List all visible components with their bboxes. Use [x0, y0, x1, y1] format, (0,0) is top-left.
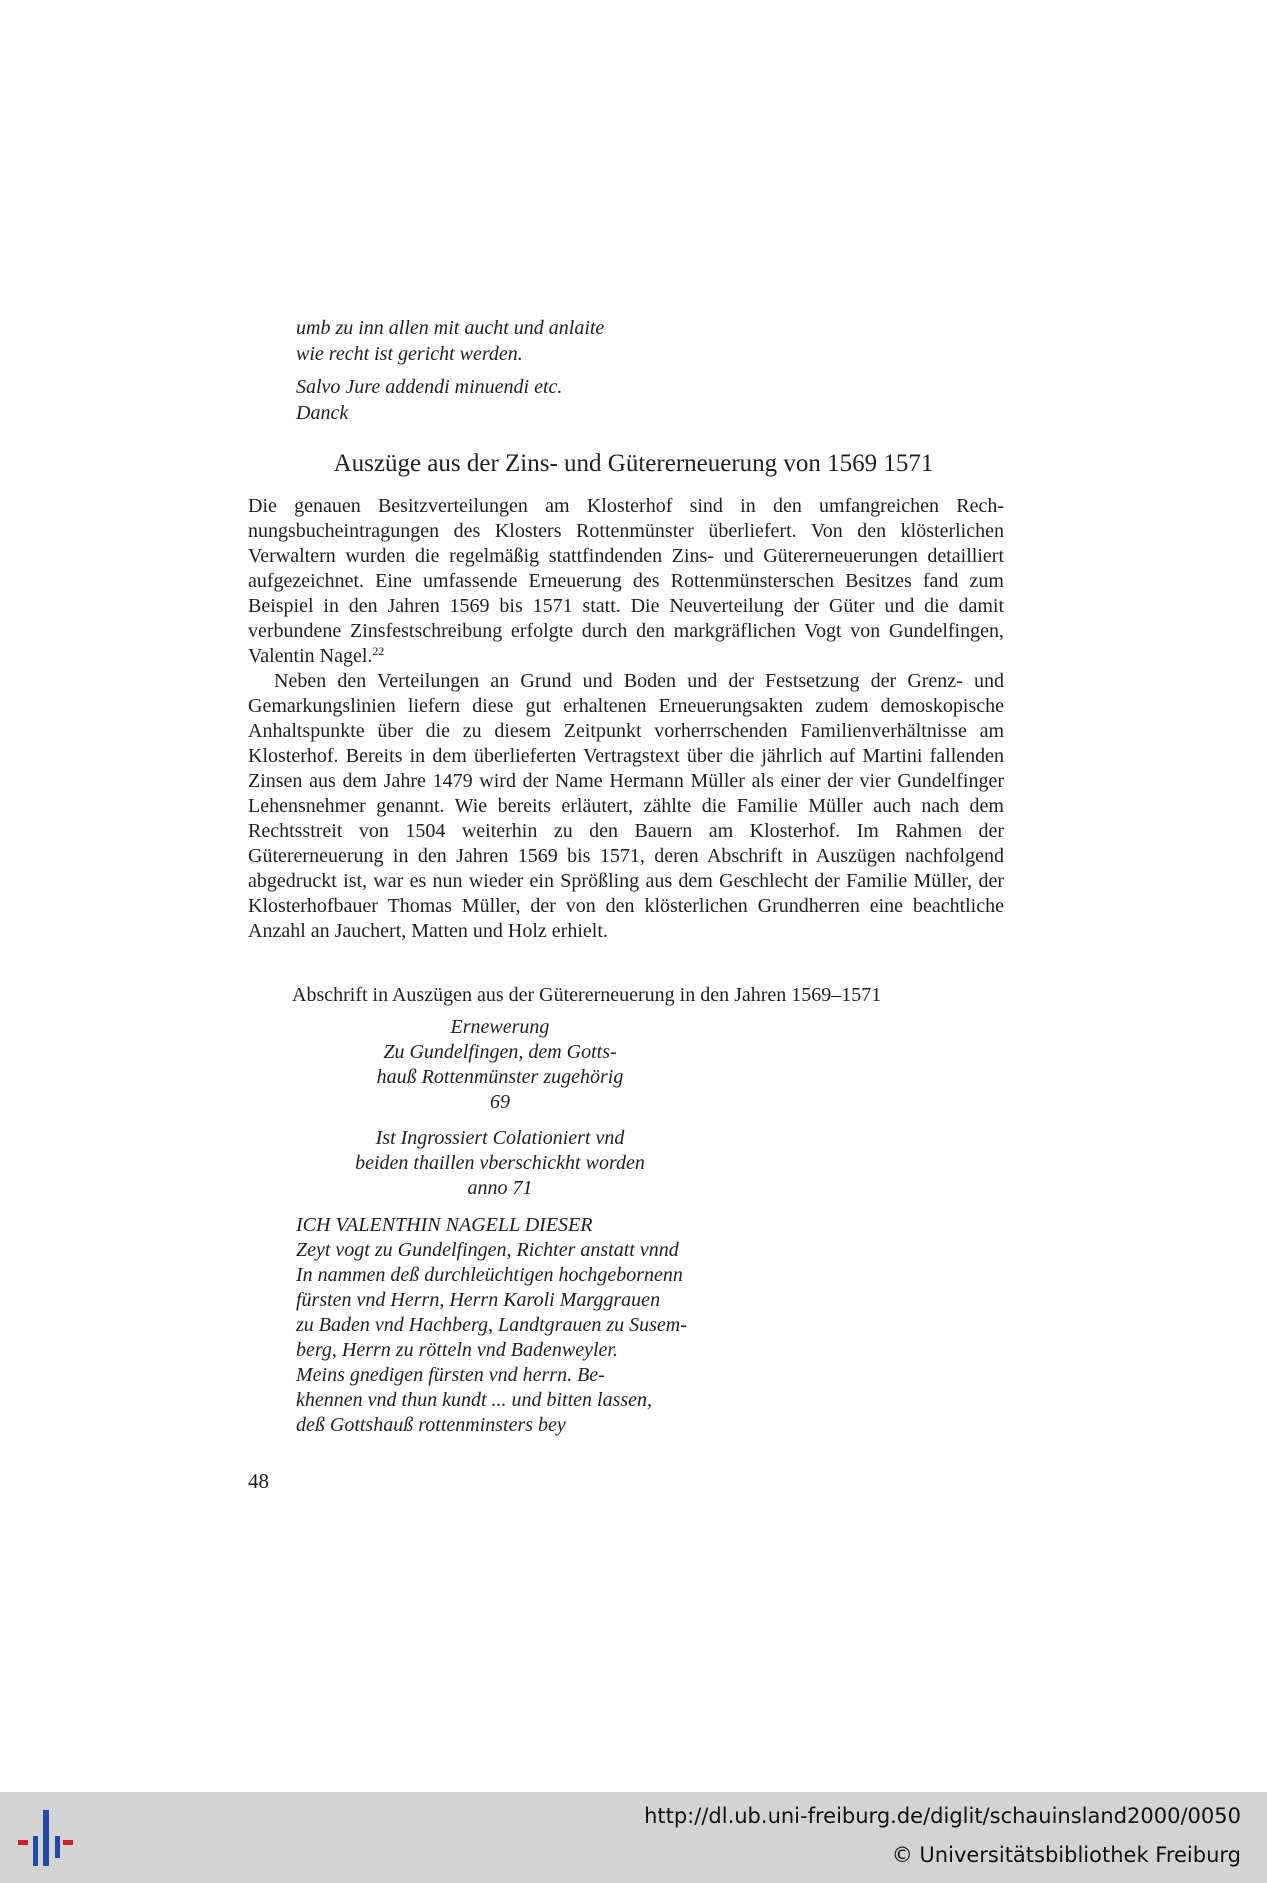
paragraph-1-text: Die genauen Besitzverteilungen am Klosterhof sind in den umfangreichen Rechnungsbucheintragungen des Klosters Rottenmünster überliefert. Von den klösterlichen Verwaltern wurden die regelmäßig stattfindenden Zins- und Gütererneuerungen detailliert aufgezeichnet. Eine umfassende Erneuerung des Rottenmünsterschen Besitzes fand zum Beispiel in den Jahren 1569 bis 1571 statt. Die Neuverteilung der Güter und die damit verbundene Zinsfestschreibung erfolgte durch den markgräflichen Vogt von Gundelfingen, Valentin Nagel. [248, 495, 1004, 667]
charter-line: Meins gnedigen fürsten vnd herrn. Be- [296, 1364, 605, 1386]
source-url-link[interactable]: http://dl.ub.uni-freiburg.de/diglit/schauinsland2000/0050 [644, 1804, 1241, 1828]
verse-block-2 [296, 374, 562, 426]
footnote-ref: 22 [372, 644, 385, 658]
charter-text [296, 1213, 687, 1438]
charter-line: berg, Herrn zu rötteln vnd Badenweyler. [296, 1339, 618, 1361]
verse-line: Danck [296, 402, 349, 424]
verse-line: umb zu inn allen mit aucht und anlaite [296, 317, 605, 339]
charter-line: fürsten vnd Herrn, Herrn Karoli Marggrauen [296, 1289, 661, 1311]
footer-bar [0, 1792, 1267, 1883]
charter-line: khennen vnd thun kundt ... und bitten lassen, [296, 1389, 653, 1411]
copyright-notice: © Universitätsbibliothek Freiburg [891, 1843, 1241, 1867]
document-title-block [300, 1015, 700, 1115]
note-line: anno 71 [467, 1177, 533, 1199]
charter-line: In nammen deß durchleüchtigen hochgebornenn [296, 1264, 683, 1286]
title-line: hauß Rottenmünster zugehörig [376, 1066, 624, 1088]
paragraph-2: Neben den Verteilungen an Grund und Boden und der Festsetzung der Grenz- und Gemarkungslinien liefern diese gut erhaltenen Erneuerungsakten zudem demoskopische Anhaltspunkte über die zu diesem Zeitpunkt vorherrschenden Familienverhältnisse am Klosterhof. Bereits in dem überlieferten Vertragstext über die jährlich auf Martini fallenden Zinsen aus dem Jahre 1479 wird der Name Hermann Müller als einer der vier Gundelfinger Lehensnehmer genannt. Wie bereits erläutert, zählte die Familie Müller auch nach dem Rechtsstreit von 1504 weiterhin zu den Bauern am Klosterhof. Im Rahmen der Gütererneuerung in den Jahren 1569 bis 1571, deren Abschrift in Auszügen nachfolgend abgedruckt ist, war es nun wieder ein Sprößling aus dem Geschlecht der Familie Müller, der Klosterhofbauer Thomas Müller, der von den klösterlichen Grundherren eine beachtliche Anzahl an Jauchert, Matten und Holz erhielt. [248, 670, 1004, 942]
charter-line: ICH VALENTHIN NAGELL DIESER [296, 1214, 593, 1236]
charter-line: deß Gottshauß rottenminsters bey [296, 1414, 566, 1436]
paragraph-1 [248, 494, 1004, 669]
title-line: Zu Gundelfingen, dem Gotts- [383, 1041, 617, 1063]
verse-line: Salvo Jure addendi minuendi etc. [296, 376, 563, 398]
note-line: Ist Ingrossiert Colationiert vnd [375, 1127, 625, 1149]
body-text [248, 494, 1004, 944]
note-line: beiden thaillen vberschickht worden [355, 1152, 645, 1174]
verse-block-1 [296, 315, 604, 367]
title-line: Ernewerung [450, 1016, 550, 1038]
excerpt-caption: Abschrift in Auszügen aus der Gütererneuerung in den Jahren 1569–1571 [292, 984, 882, 1006]
document-note-block [300, 1126, 700, 1201]
charter-line: Zeyt vogt zu Gundelfingen, Richter anstatt vnnd [296, 1239, 679, 1261]
page-number: 48 [248, 1469, 269, 1493]
verse-line: wie recht ist gericht werden. [296, 343, 523, 365]
title-line: 69 [490, 1091, 510, 1113]
section-heading: Auszüge aus der Zins- und Gütererneuerung von 1569 1571 [333, 450, 934, 477]
ub-freiburg-logo-icon [16, 1806, 80, 1870]
charter-line: zu Baden vnd Hachberg, Landtgrauen zu Susem- [296, 1314, 687, 1336]
